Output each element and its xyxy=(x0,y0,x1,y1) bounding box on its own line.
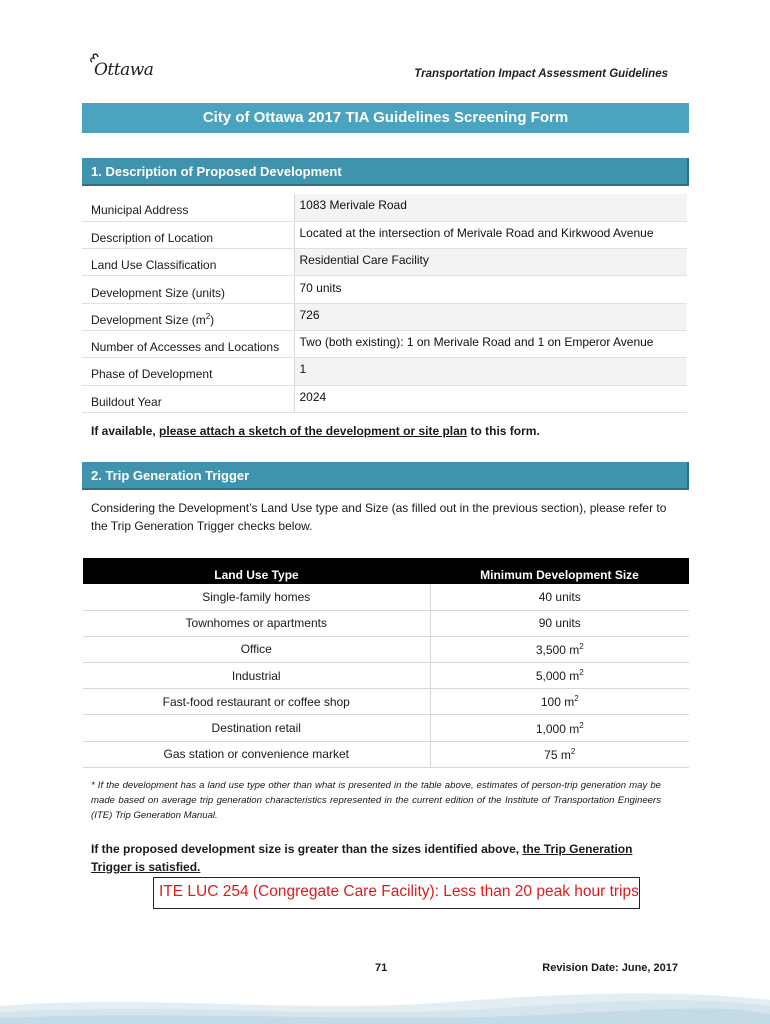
footnote: * If the development has a land use type other than what is presented in the table above, estimates of person-trip generation may be made based on average trip generation characteristics represented in the current edition of the Institute of Transportation Engineers (ITE) Trip Generation Manual. xyxy=(91,780,661,821)
section-2-header: 2. Trip Generation Trigger xyxy=(82,462,689,490)
table-row xyxy=(82,194,687,221)
section-1-header: 1. Description of Proposed Development xyxy=(82,158,689,186)
field-value: 726 xyxy=(294,303,687,330)
trigger-statement: If the proposed development size is greater than the sizes identified above, the Trip Generation Trigger is satisfied. xyxy=(91,842,633,874)
table-row xyxy=(83,741,689,767)
field-label: Phase of Development xyxy=(82,358,294,385)
field-label: Development Size (units) xyxy=(82,276,294,303)
table-row xyxy=(83,636,689,662)
min-size-cell: 90 units xyxy=(430,610,689,636)
field-value: 1 xyxy=(294,358,687,385)
table-row xyxy=(82,358,687,385)
field-label: Buildout Year xyxy=(82,385,294,412)
city-logo xyxy=(88,52,158,82)
min-size-cell: 75 $m^2$ xyxy=(430,741,689,767)
field-value: Two (both existing): 1 on Merivale Road and 1 on Emperor Avenue xyxy=(294,330,687,357)
table-row xyxy=(82,303,687,330)
field-label: Municipal Address xyxy=(82,194,294,221)
trip-annotation-box: ITE LUC 254 (Congregate Care Facility): Less than 20 peak hour trips xyxy=(153,877,640,909)
field-value: Residential Care Facility xyxy=(294,249,687,276)
table-header-land-use: Land Use Type xyxy=(83,558,430,584)
field-label: Description of Location xyxy=(82,221,294,248)
footer-wave-decoration xyxy=(0,984,770,1024)
table-row xyxy=(83,715,689,741)
table-header-min-size: Minimum Development Size xyxy=(430,558,689,584)
field-value: 2024 xyxy=(294,385,687,412)
document-title: Transportation Impact Assessment Guidelines xyxy=(414,68,668,80)
field-label: Land Use Classification xyxy=(82,249,294,276)
sketch-note: If available, please attach a sketch of the development or site plan to this form. xyxy=(91,424,540,438)
table-row xyxy=(82,249,687,276)
land-use-type-cell: Destination retail xyxy=(83,715,430,741)
table-row xyxy=(82,276,687,303)
land-use-type-cell: Gas station or convenience market xyxy=(83,741,430,767)
trip-trigger-intro: Considering the Development’s Land Use type and Size (as filled out in the previous section), please refer to the Trip Generation Trigger checks below. xyxy=(91,501,667,533)
field-label: Number of Accesses and Locations xyxy=(82,330,294,357)
land-use-type-cell: Industrial xyxy=(83,663,430,689)
land-use-type-cell: Office xyxy=(83,636,430,662)
page-number: 71 xyxy=(375,962,388,974)
trip-generation-table xyxy=(83,558,689,768)
field-label: Development Size $(m^2)$ xyxy=(82,303,294,330)
field-value: Located at the intersection of Merivale Road and Kirkwood Avenue xyxy=(294,221,687,248)
table-row xyxy=(82,221,687,248)
table-row xyxy=(83,610,689,636)
table-row xyxy=(83,663,689,689)
trigger-statement-emphasis: the Trip Generation Trigger is satisfied. xyxy=(91,842,633,874)
development-description-table xyxy=(82,194,687,413)
land-use-type-cell: Townhomes or apartments xyxy=(83,610,430,636)
form-title-banner: City of Ottawa 2017 TIA Guidelines Screening Form xyxy=(82,103,689,133)
table-row xyxy=(82,385,687,412)
min-size-cell: 100 $m^2$ xyxy=(430,689,689,715)
min-size-cell: 3,500 $m^2$ xyxy=(430,636,689,662)
field-value: 1083 Merivale Road xyxy=(294,194,687,221)
land-use-type-cell: Single-family homes xyxy=(83,584,430,610)
min-size-cell: 5,000 $m^2$ xyxy=(430,663,689,689)
table-row xyxy=(83,584,689,610)
table-row xyxy=(83,689,689,715)
land-use-type-cell: Fast-food restaurant or coffee shop xyxy=(83,689,430,715)
revision-date: Revision Date: June, 2017 xyxy=(542,962,678,974)
field-value: 70 units xyxy=(294,276,687,303)
logo-text: Ottawa xyxy=(94,60,154,80)
sketch-note-link: please attach a sketch of the development or site plan xyxy=(159,424,468,438)
table-row xyxy=(82,330,687,357)
min-size-cell: 1,000 $m^2$ xyxy=(430,715,689,741)
min-size-cell: 40 units xyxy=(430,584,689,610)
